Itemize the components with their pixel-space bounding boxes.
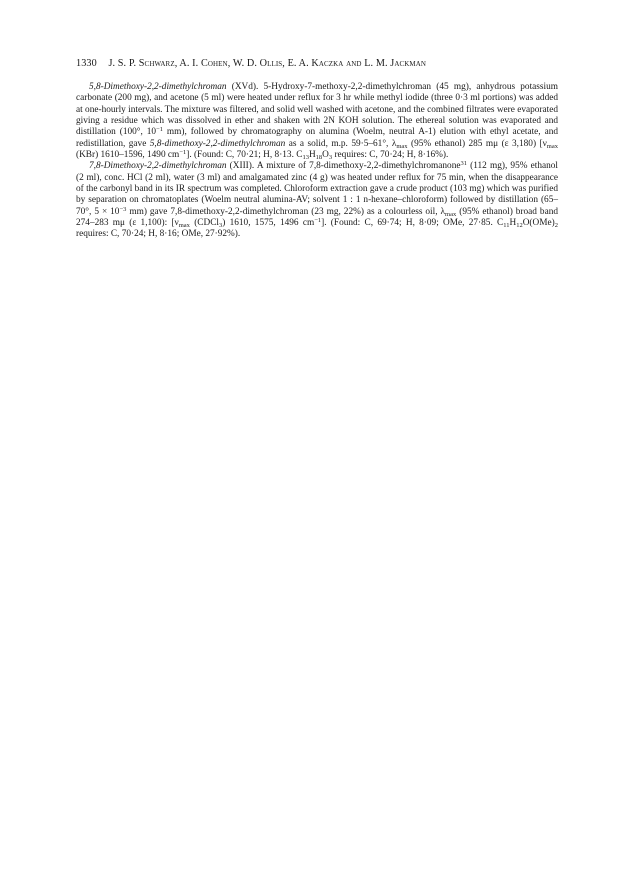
article-body xyxy=(76,82,558,241)
text-run: requires: C, 70·24; H, 8·16; OMe, 27·92%). xyxy=(76,229,241,240)
author-line: J. S. P. Schwarz, A. I. Cohen, W. D. Ollis, E. A. Kaczka and L. M. Jackman xyxy=(108,58,427,69)
compound-title-2: 7,8-Dimethoxy-2,2-dimethylchroman xyxy=(89,161,227,172)
running-header xyxy=(76,58,556,69)
text-run: H xyxy=(509,218,517,229)
subscript: max xyxy=(445,210,457,218)
subscript: max xyxy=(546,142,558,150)
text-run: (95% ethanol) 285 mμ (ε 3,180) [ν xyxy=(407,138,547,149)
paragraph-2 xyxy=(76,161,558,240)
subscript: 12 xyxy=(516,222,523,230)
text-run: requires: C, 70·24; H, 8·16%). xyxy=(332,150,449,161)
paragraph-1 xyxy=(76,82,558,161)
text-run: ]. (Found: C, 69·74; H, 8·09; OMe, 27·85. C xyxy=(321,218,504,229)
text-run: O(OMe) xyxy=(522,218,555,229)
subscript: max xyxy=(396,142,408,150)
text-run: mm), followed by chromatography on alumina (Woelm, neutral A-1) elution with ethyl acetate, and redistillation, gave xyxy=(76,127,558,149)
superscript: −1 xyxy=(179,149,187,157)
text-run: mm) gave 7,8-dimethoxy-2,2-dimethylchroman (23 mg, 22%) as a colourless oil, λ xyxy=(126,206,446,217)
reference-superscript: 31 xyxy=(460,160,467,168)
superscript: −1 xyxy=(156,126,163,134)
compound-title-1: 5,8-Dimethoxy-2,2-dimethylchroman xyxy=(89,82,227,92)
text-run: O xyxy=(322,150,329,161)
subscript: max xyxy=(178,222,190,230)
subscript: 3 xyxy=(328,154,333,162)
subscript: 3 xyxy=(219,222,223,230)
subscript: 2 xyxy=(554,222,558,230)
text-run: (XIII). A mixture of 7,8-dimethoxy-2,2-dimethylchromanone xyxy=(226,161,461,172)
text-run: H xyxy=(308,150,316,161)
subscript: 18 xyxy=(315,154,323,162)
text-run: (95% ethanol) broad band 274–283 mμ (ε 1,100): [ν xyxy=(76,206,558,229)
text-run: (CDCl xyxy=(189,218,219,229)
page-number: 1330 xyxy=(76,58,97,69)
product-name-1: 5,8-dimethoxy-2,2-dimethylchroman xyxy=(149,138,286,149)
text-run: (XVd). 5-Hydroxy-7-methoxy-2,2-dimethylchroman (45 mg), anhydrous potassium carbonate (200 mg), and acetone (5 ml) were heated under reflux for 3 hr while methyl iodide (three 0·3 ml portions) was added at one-hourly intervals. The mixture was filtered, and solid well washed with acetone, and the combined filtrates were evaporated giving a residue which was dissolved in ether and shaken with 2N KOH solution. The ethereal solution was evaporated and distillation (100°, 10 xyxy=(76,82,558,138)
subscript: 11 xyxy=(503,222,510,230)
text-run: (112 mg), 95% ethanol (2 ml), conc. HCl (2 ml), water (3 ml) and amalgamated zinc (4 g) was heated under reflux for 75 min, when the disappearance of the carbonyl band in its IR spectrum was completed. Chloroform extraction gave a crude product (103 mg) which was purified by separation on chromatoplates (Woelm neutral alumina-AV; solvent 1 : 1 n-hexane–chloroform) followed by distillation (65–70°, 5 × 10 xyxy=(76,161,558,217)
text-run: as a solid, m.p. 59·5–61°, λ xyxy=(285,138,397,149)
text-run: ) 1610, 1575, 1496 cm xyxy=(222,218,315,229)
subscript: 13 xyxy=(302,154,309,162)
superscript: −1 xyxy=(314,217,322,225)
text-run: ]. (Found: C, 70·21; H, 8·13. C xyxy=(186,150,303,161)
text-run: (KBr) 1610–1596, 1490 cm xyxy=(76,150,180,161)
superscript: −3 xyxy=(119,205,127,213)
